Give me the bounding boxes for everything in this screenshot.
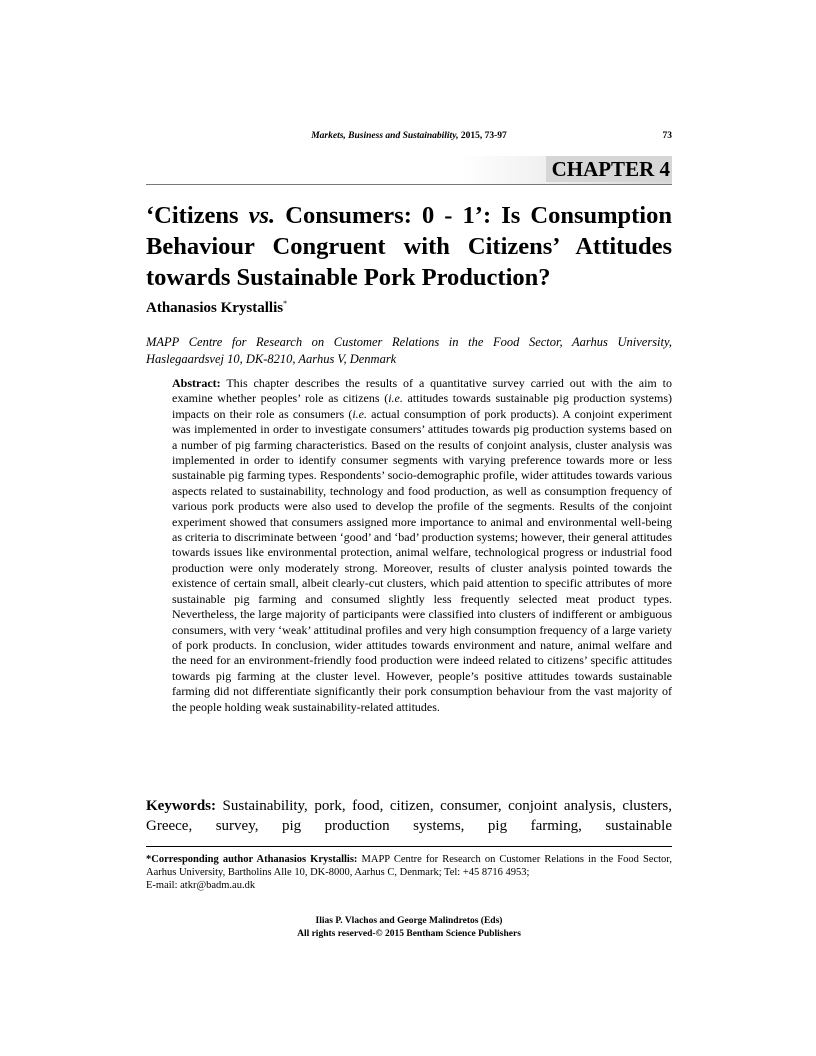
chapter-label: CHAPTER 4 xyxy=(546,156,672,182)
running-head xyxy=(146,131,672,141)
journal-name: Markets, Business and Sustainability, xyxy=(311,131,459,141)
footer-rights: All rights reserved-© 2015 Bentham Science Publishers xyxy=(297,928,521,939)
footnote-text: MAPP Centre for Research on Customer Relations in the Food Sector, Aarhus University, Bartholins Alle 10, DK-8000, Aarhus C, Denmark; Tel: +45 8716 4953; xyxy=(146,854,672,878)
corresponding-author-footnote xyxy=(146,853,672,892)
abstract-text-3: actual consumption of pork products). A conjoint experiment was implemented in order to investigate consumers’ attitudes towards pig production systems based on a number of pig farming characteristics. Based on the results of conjoint analysis, cluster analysis was implemented in order to identify consumer segments with varying preference towards more or less sustainable pig farming types. Respondents’ socio-demographic profile, wider attitudes towards various aspects related to sustainability, technology and food production, as well as consumption frequency of various pork products were also used to develop the profile of the segments. Results of the conjoint experiment showed that consumers assigned more importance to animal and environmental well-being as criteria to discriminate between ‘good’ and ‘bad’ production systems; however, their general attitudes towards issues like environmental protection, animal welfare, technological progress or industrial food production were only moderately strong. Moreover, results of cluster analysis pointed towards the existence of certain small, albeit clearly-cut clusters, which paid attention to specific attributes of more sustainable pig farming and consumed slightly less frequently selected meat product types. Nevertheless, the large majority of participants were classified into clusters of indifferent or ambiguous consumers, with very ‘weak’ attitudinal profiles and very high consumption frequency of a large variety of pork products. In conclusion, wider attitudes towards environment and nature, animal welfare and the need for an environment-friendly food production were indeed related to citizens’ specific attitudes towards pig farming at the cluster level. However, people’s positive attitudes towards sustainable farming did not differentiate significantly their pork consumption behaviour from the vast majority of the people holding weak sustainability-related attitudes. xyxy=(172,406,672,714)
keywords-text: Sustainability, pork, food, citizen, consumer, conjoint analysis, clusters, Greece, survey, pig production systems, pig farming, sustainable xyxy=(146,798,672,834)
abstract-ie-2: i.e. xyxy=(352,406,367,421)
footnote-divider xyxy=(146,846,672,847)
footnote-email: E-mail: atkr@badm.au.dk xyxy=(146,880,256,891)
chapter-title xyxy=(146,200,672,293)
keywords-label: Keywords: xyxy=(146,798,216,814)
title-part2: Consumers: 0 - 1’: Is Consumption Behaviour Congruent with Citizens’ Attitudes towards Sustainable Pork Production? xyxy=(146,202,672,291)
author xyxy=(146,299,672,317)
abstract-text-1: This chapter describes the results of a quantitative survey carried out with the aim to examine whether peoples’ role as citizens ( xyxy=(172,376,672,406)
abstract-ie-1: i.e. xyxy=(388,391,403,406)
abstract-label: Abstract: xyxy=(172,376,221,390)
title-vs: vs. xyxy=(248,202,276,229)
journal-details: 2015, 73-97 xyxy=(458,131,507,141)
abstract xyxy=(172,376,672,715)
author-name: Athanasios Krystallis xyxy=(146,300,284,316)
footer-editors: Ilias P. Vlachos and George Malindretos (Eds) xyxy=(315,916,503,926)
affiliation: MAPP Centre for Research on Customer Relations in the Food Sector, Aarhus University, Haslegaardsvej 10, DK-8210, Aarhus V, Denmark xyxy=(146,335,672,366)
author-footnote-mark: * xyxy=(283,299,288,308)
footnote-label: *Corresponding author Athanasios Krystallis: xyxy=(146,854,358,865)
page-footer xyxy=(146,915,672,940)
chapter-header-band xyxy=(146,156,672,185)
title-part1: ‘Citizens xyxy=(146,202,249,229)
abstract-text-2: attitudes towards sustainable pig production systems) impacts on their role as consumers ( xyxy=(172,391,673,421)
page-number: 73 xyxy=(662,131,672,141)
keywords xyxy=(146,796,672,836)
